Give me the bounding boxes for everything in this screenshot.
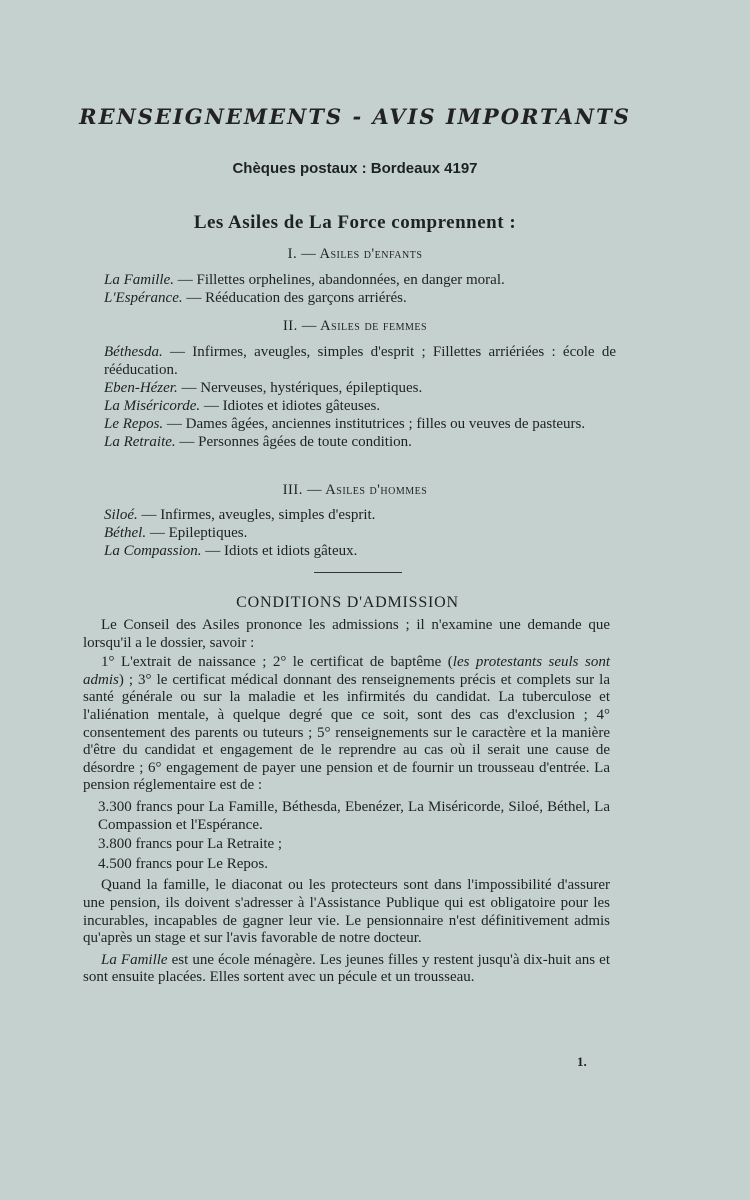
famille-text: est une école ménagère. Les jeunes filles y restent jusqu'à dix-huit ans et sont ensuite placées. Elles sortent avec un pécule et un trousseau. xyxy=(83,951,610,986)
section-heading-women: II. — Asiles de femmes xyxy=(282,318,428,334)
section-children-list xyxy=(104,271,616,307)
entry-text: — Epileptiques. xyxy=(146,525,248,541)
entry-name: La Compassion. xyxy=(104,543,202,559)
section-men-list xyxy=(104,506,616,560)
entry-text: — Infirmes, aveugles, simples d'esprit ; Fillettes arriériées : école de rééducation. xyxy=(104,344,616,378)
entry-text: — Idiots et idiots gâteux. xyxy=(201,543,358,559)
tariff-item: 3.300 francs pour La Famille, Béthesda, Ebenézer, La Miséricorde, Siloé, Béthel, La Compassion et l'Espérance. xyxy=(98,798,610,833)
entry-text: — Rééducation des garçons arriérés. xyxy=(182,290,407,306)
page-title: RENSEIGNEMENTS - AVIS IMPORTANTS xyxy=(79,104,631,129)
entry-la-famille xyxy=(104,271,616,289)
entry-bethesda xyxy=(104,343,616,379)
entry-text: — Dames âgées, anciennes institutrices ; filles ou veuves de pasteurs. xyxy=(163,416,586,432)
entry-esperance xyxy=(104,289,616,307)
entry-text: — Idiotes et idiotes gâteuses. xyxy=(200,398,381,414)
entry-name: La Miséricorde. xyxy=(104,398,201,414)
section-women-list xyxy=(104,343,616,451)
entry-text: — Fillettes orphelines, abandonnées, en danger moral. xyxy=(174,272,505,288)
conditions-intro: Le Conseil des Asiles prononce les admissions ; il n'examine une demande que lorsqu'il a le dossier, savoir : xyxy=(83,617,610,651)
tariff-item: 4.500 francs pour Le Repos. xyxy=(98,855,268,872)
entry-name: La Retraite. xyxy=(104,434,176,450)
entry-text: — Nerveuses, hystériques, épileptiques. xyxy=(177,380,423,396)
entry-name: Eben-Hézer. xyxy=(104,380,178,396)
page-number: 1. xyxy=(577,1054,587,1069)
entry-retraite xyxy=(104,433,616,451)
section-heading-men: III. — Asiles d'hommes xyxy=(282,482,428,498)
section-divider xyxy=(314,572,402,573)
documents-italic-note: les protestants seuls sont admis xyxy=(83,654,610,688)
postal-cheques-line: Chèques postaux : Bordeaux 4197 xyxy=(232,160,478,177)
entry-name: Béthesda. xyxy=(104,344,163,360)
entry-eben-hezer xyxy=(104,379,616,397)
conditions-assistance: Quand la famille, le diaconat ou les protecteurs sont dans l'impossibilité d'assurer une pension, ils doivent s'adresser à l'Assistance Publique qui est obligatoire pour les incurables, incapables de gagner leur vie. Le pensionnaire n'est définitivement admis qu'après un stage et sur l'avis favorable de notre docteur. xyxy=(83,877,610,947)
composition-heading: Les Asiles de La Force comprennent : xyxy=(193,212,517,233)
conditions-famille xyxy=(83,952,610,987)
entry-name: La Famille. xyxy=(104,272,174,288)
section-heading-children: I. — Asiles d'enfants xyxy=(287,246,423,262)
entry-text: — Personnes âgées de toute condition. xyxy=(175,434,412,450)
entry-name: Le Repos. xyxy=(104,416,164,432)
conditions-heading: CONDITIONS D'ADMISSION xyxy=(236,594,459,611)
entry-misericorde xyxy=(104,397,616,415)
conditions-documents xyxy=(83,654,610,795)
entry-name: Siloé. xyxy=(104,507,138,523)
entry-siloe xyxy=(104,506,616,524)
entry-text: — Infirmes, aveugles, simples d'esprit. xyxy=(137,507,376,523)
famille-name: La Famille xyxy=(101,951,168,968)
entry-repos xyxy=(104,415,616,433)
entry-name: Béthel. xyxy=(104,525,147,541)
entry-name: L'Espérance. xyxy=(104,290,183,306)
documents-part-1: 1° L'extrait de naissance ; 2° le certificat de baptême ( xyxy=(101,654,453,671)
entry-compassion xyxy=(104,542,616,560)
conditions-body xyxy=(83,617,610,987)
entry-bethel xyxy=(104,524,616,542)
documents-part-2: ) ; 3° le certificat médical donnant des renseignements précis et complets sur la santé générale ou sur la maladie et les infirmités du candidat. La tuberculose et l'aliénation mentale, à quelque degré que ce soit, sont des cas d'exclusion ; 4° consentement des parents ou tuteurs ; 5° renseignements sur le caractère et la manière d'être du candidat et engagement de le reprendre au cas où il serait une cause de désordre ; 6° engagement de payer une pension et de fournir un trousseau d'entrée. La pension réglementaire est de : xyxy=(83,671,610,794)
tariff-item: 3.800 francs pour La Retraite ; xyxy=(98,836,283,853)
